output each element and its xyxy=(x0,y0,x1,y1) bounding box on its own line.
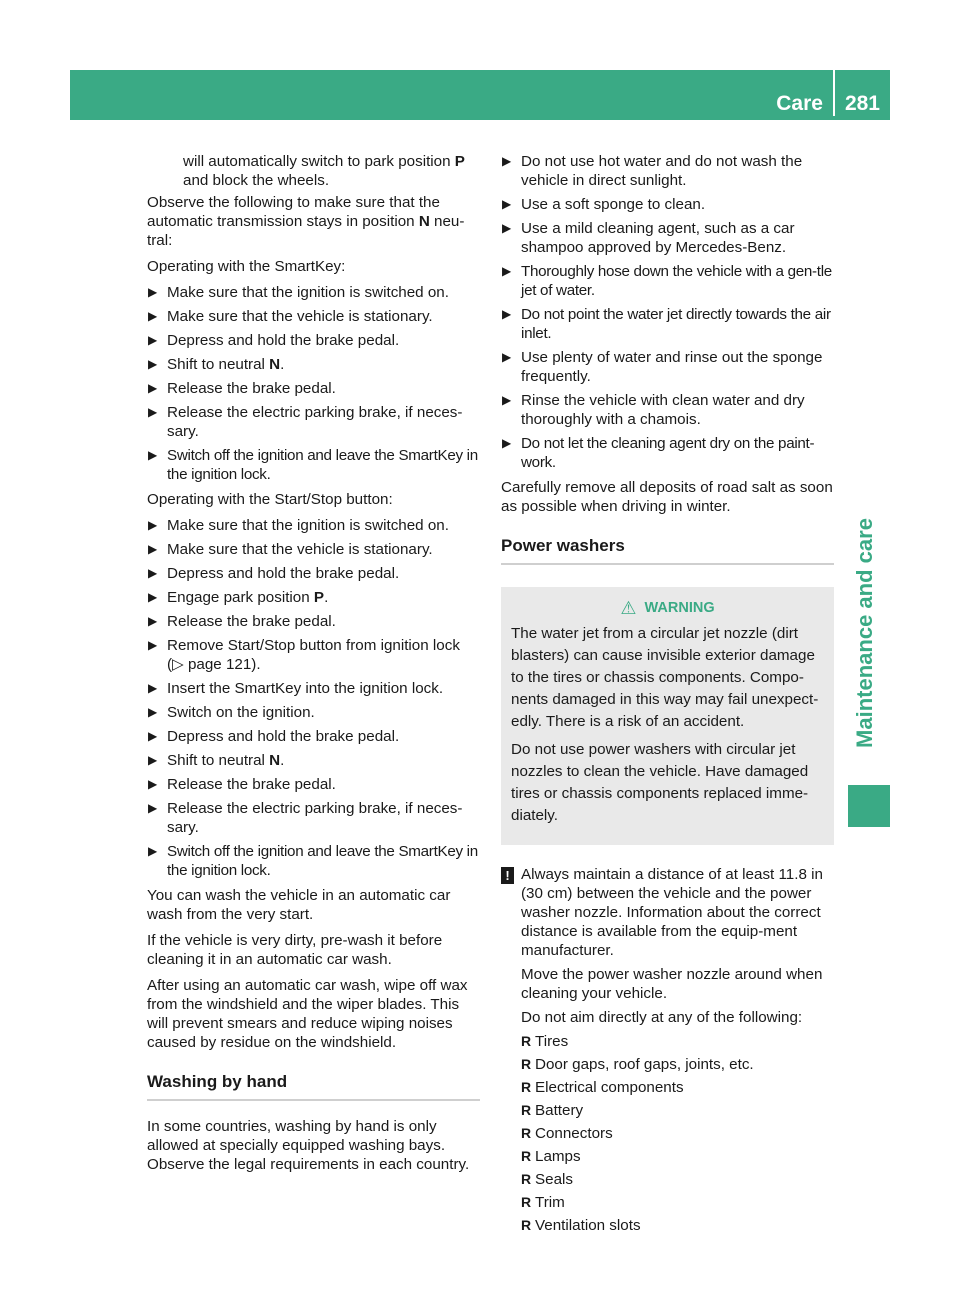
list-item: ▶ Use a mild cleaning agent, such as a car shampoo approved by Mercedes-Benz. xyxy=(502,220,795,256)
list-item: R Tires xyxy=(521,1033,569,1050)
list-item: ▶ Depress and hold the brake pedal. xyxy=(148,565,400,582)
list-item: ▶ Switch on the ignition. xyxy=(148,704,315,721)
page-number: 281 xyxy=(844,92,880,115)
list-item: ▶ Use plenty of water and rinse out the sponge frequently. xyxy=(502,349,823,385)
arrow-icon: ▶ xyxy=(148,705,158,719)
paragraph: In some countries, washing by hand is only allowed at specially equipped washing bays. Observe the legal requirements in each country. xyxy=(147,1118,470,1173)
list-item: ▶ Make sure that the ignition is switched on. xyxy=(148,284,449,301)
arrow-icon: ▶ xyxy=(148,518,158,532)
notice-block xyxy=(501,865,834,1027)
arrow-icon: ▶ xyxy=(148,777,158,791)
paragraph: After using an automatic car wash, wipe off wax from the windshield and the wiper blades. This will prevent smears and reduce wiping noises caused by residue on the windshield. xyxy=(147,977,468,1051)
smartkey-intro: Operating with the SmartKey: xyxy=(147,258,346,275)
list-item: R Lamps xyxy=(521,1148,581,1165)
header-band xyxy=(70,70,890,120)
arrow-icon: ▶ xyxy=(502,436,511,450)
arrow-icon: ▶ xyxy=(148,753,158,767)
arrow-icon: ▶ xyxy=(502,264,511,278)
list-item: ▶ Do not use hot water and do not wash the vehicle in direct sunlight. xyxy=(502,153,803,189)
list-item: R Electrical components xyxy=(521,1079,684,1096)
list-item: ▶ Make sure that the ignition is switched on. xyxy=(148,517,449,534)
side-tab-label: Maintenance and care xyxy=(852,517,877,748)
notice-text: Do not aim directly at any of the following: xyxy=(521,1009,803,1026)
arrow-icon: ▶ xyxy=(502,350,512,364)
list-item: R Connectors xyxy=(521,1125,613,1142)
list-item: ▶ Depress and hold the brake pedal. xyxy=(148,728,400,745)
list-item: R Battery xyxy=(521,1102,584,1119)
arrow-icon: ▶ xyxy=(148,309,158,323)
list-item: ▶ Engage park position P. xyxy=(148,589,329,606)
list-item: ▶ Switch off the ignition and leave the SmartKey in the ignition lock. xyxy=(148,447,478,483)
list-item: ▶ Release the electric parking brake, if neces-sary. xyxy=(148,404,463,440)
list-item: ▶ Use a soft sponge to clean. xyxy=(502,196,706,213)
list-item xyxy=(147,636,480,674)
list-item: ▶ Release the brake pedal. xyxy=(148,380,336,397)
bullet-icon: R xyxy=(521,1125,532,1141)
arrow-icon: ▶ xyxy=(148,590,158,604)
arrow-icon: ▶ xyxy=(148,448,157,462)
side-tab-block xyxy=(848,785,890,827)
header xyxy=(776,86,890,116)
page-reference-link[interactable]: Remove Start/Stop button from ignition lock (▷ page 121). xyxy=(167,637,460,673)
arrow-icon: ▶ xyxy=(148,542,158,556)
warning-triangle-icon: ⚠ xyxy=(620,598,637,618)
startstop-intro: Operating with the Start/Stop button: xyxy=(147,491,393,508)
list-item: R Seals xyxy=(521,1171,573,1188)
list-item: R Ventilation slots xyxy=(521,1217,641,1234)
arrow-icon: ▶ xyxy=(502,393,512,407)
list-item: ▶ Make sure that the vehicle is stationary. xyxy=(148,541,433,558)
list-item: ▶ Shift to neutral N. xyxy=(148,356,285,373)
left-column xyxy=(147,152,480,1181)
list-item: ▶ Rinse the vehicle with clean water and dry thoroughly with a chamois. xyxy=(502,392,805,428)
arrow-icon: ▶ xyxy=(502,197,512,211)
list-item: ▶ Release the electric parking brake, if neces-sary. xyxy=(148,800,463,836)
arrow-icon: ▶ xyxy=(148,844,157,858)
right-column xyxy=(501,152,834,1239)
arrow-icon: ▶ xyxy=(502,154,512,168)
bullet-icon: R xyxy=(521,1148,532,1164)
warning-title: ⚠ WARNING xyxy=(620,598,715,618)
list-item: ▶ Do not let the cleaning agent dry on the paint-work. xyxy=(502,435,815,471)
list-item: ▶ Switch off the ignition and leave the SmartKey in the ignition lock. xyxy=(148,843,478,879)
arrow-icon: ▶ xyxy=(148,405,158,419)
bullet-icon: R xyxy=(521,1033,532,1049)
list-item: ▶ Shift to neutral N. xyxy=(148,752,285,769)
bullet-icon: R xyxy=(521,1102,532,1118)
arrow-icon: ▶ xyxy=(148,381,158,395)
list-item: R Trim xyxy=(521,1194,565,1211)
continued-text: will automatically switch to park position P and block the wheels. xyxy=(183,153,465,189)
list-item: ▶ Insert the SmartKey into the ignition lock. xyxy=(148,680,444,697)
section-title: Care xyxy=(776,92,823,115)
arrow-icon: ▶ xyxy=(148,729,158,743)
arrow-icon: ▶ xyxy=(148,614,158,628)
arrow-icon: ▶ xyxy=(148,566,158,580)
paragraph: If the vehicle is very dirty, pre-wash it before cleaning it in an automatic car wash. xyxy=(147,932,443,968)
paragraph: Carefully remove all deposits of road salt as soon as possible when driving in winter. xyxy=(501,479,833,515)
arrow-icon: ▶ xyxy=(148,801,158,815)
arrow-icon: ▶ xyxy=(148,357,158,371)
bullet-icon: R xyxy=(521,1079,532,1095)
bullet-icon: R xyxy=(521,1171,532,1187)
notice-text: Move the power washer nozzle around when cleaning your vehicle. xyxy=(521,966,823,1002)
bullet-icon: R xyxy=(521,1056,532,1072)
list-item: ▶ Depress and hold the brake pedal. xyxy=(148,332,400,349)
list-item: ▶ Make sure that the vehicle is stationary. xyxy=(148,308,433,325)
warning-text: Do not use power washers with circular jet nozzles to clean the vehicle. Have damaged tires or chassis components replaced imme-diately. xyxy=(511,741,809,824)
section-heading: Power washers xyxy=(501,536,834,565)
observe-text: Observe the following to make sure that the automatic transmission stays in position N neu-tral: xyxy=(147,194,465,249)
arrow-icon: ▶ xyxy=(502,307,511,321)
side-tab xyxy=(840,500,890,765)
list-item: R Door gaps, roof gaps, joints, etc. xyxy=(521,1056,754,1073)
list-item: ▶ Release the brake pedal. xyxy=(148,776,336,793)
arrow-icon: ▶ xyxy=(502,221,512,235)
bullet-icon: R xyxy=(521,1217,532,1233)
arrow-icon: ▶ xyxy=(148,681,158,695)
arrow-icon: ▶ xyxy=(148,333,158,347)
warning-box xyxy=(501,587,834,845)
paragraph: You can wash the vehicle in an automatic car wash from the very start. xyxy=(147,887,451,923)
exclamation-icon: ! xyxy=(501,867,514,884)
list-item: ▶ Do not point the water jet directly towards the air inlet. xyxy=(502,306,831,342)
notice-text: Always maintain a distance of at least 11.8 in (30 cm) between the vehicle and the power washer nozzle. Information about the correct distance is available from the equip-ment manufacturer. xyxy=(521,866,823,959)
bullet-icon: R xyxy=(521,1194,532,1210)
arrow-icon: ▶ xyxy=(148,638,158,652)
arrow-icon: ▶ xyxy=(148,285,158,299)
section-heading: Washing by hand xyxy=(147,1072,480,1101)
list-item: ▶ Thoroughly hose down the vehicle with a gen-tle jet of water. xyxy=(502,263,832,299)
warning-text: The water jet from a circular jet nozzle (dirt blasters) can cause invisible exterior damage to the tires or chassis components. Compo-nents damaged in this way may fail unexpect-edly. There is a risk of an accident. xyxy=(511,625,819,730)
list-item: ▶ Release the brake pedal. xyxy=(148,613,336,630)
